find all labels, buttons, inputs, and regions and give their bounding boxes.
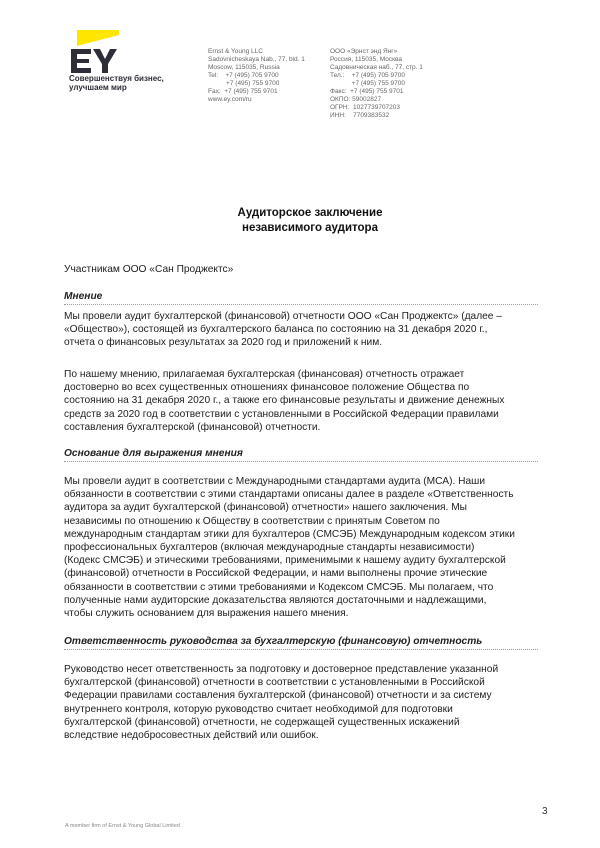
paragraph-opinion: [64, 368, 542, 434]
text-line: внутреннего контроля, которую руководство считает необходимой для подготовки: [64, 703, 453, 715]
text-line: (финансовой) отчетности в Российской Федерации, и нами выполнены прочие этические: [64, 568, 488, 580]
title-line: независимого аудитора: [242, 222, 378, 234]
text-line: достоверно во всех существенных отношениях финансовое положение Общества по: [64, 382, 470, 394]
text-line: Федерации правилами составления бухгалтерской (финансовой) отчетности и за систему: [64, 690, 492, 702]
address-line: +7 (495) 755 9700: [330, 80, 405, 87]
divider: [64, 461, 538, 462]
text-line: средств за 2020 год в соответствии с установленными в Российской Федерации правилами: [64, 408, 499, 420]
text-line: (Кодекс СМСЭБ) и этическими требованиями, применимыми к нашему аудиту бухгалтерской: [64, 555, 506, 567]
address-line: ИНН: 7709383532: [330, 112, 390, 119]
text-line: вследствие недобросовестных действий или ошибок.: [64, 730, 319, 742]
section-heading-opinion: Мнение: [64, 291, 103, 302]
paragraph-responsibility: [64, 663, 542, 742]
text-line: Мы провели аудит в соответствии с Международными стандартами аудита (МСА). Наши: [64, 476, 486, 487]
address-line: ОКПО: 59002827: [330, 96, 382, 103]
text-line: независимы по отношению к Обществу в соответствии с принятым Советом по: [64, 515, 440, 527]
address-line: Moscow, 115035, Russia: [208, 64, 280, 71]
address-line: Ernst & Young LLC: [208, 48, 263, 55]
tagline-line: улучшаем мир: [69, 83, 127, 92]
tagline-line: Совершенствуя бизнес,: [69, 74, 164, 83]
paragraph-basis: [64, 475, 542, 620]
section-heading-basis: Основание для выражения мнения: [64, 448, 243, 459]
address-line: Тел.: +7 (495) 705 9700: [330, 72, 405, 79]
address-line: Tel: +7 (495) 705 9700: [208, 72, 279, 79]
text-line: полученные нами аудиторские доказательства являются достаточными и надлежащими,: [64, 594, 487, 606]
document-title: [150, 206, 470, 236]
address-line: +7 (495) 755 9700: [208, 80, 280, 87]
text-line: обязанности в соответствии с этими требованиями и Кодексом СМСЭБ. Мы полагаем, что: [64, 581, 494, 593]
text-line: По нашему мнению, прилагаемая бухгалтерская (финансовая) отчетность отражает: [64, 369, 465, 380]
text-line: профессиональных бухгалтеров (включая международные стандарты независимости): [64, 542, 475, 554]
logo-beam: [77, 30, 119, 46]
text-line: бухгалтерской (финансовой) отчетности в соответствии с установленными в Российской: [64, 677, 485, 689]
address-line: Факс: +7 (495) 755 9701: [330, 88, 404, 95]
addressee: Участникам ООО «Сан Проджектс»: [64, 264, 234, 275]
address-line: Fax: +7 (495) 755 9701: [208, 88, 278, 95]
text-line: обязанности в соответствии с этими стандартами описаны далее в разделе «Ответственность: [64, 489, 514, 501]
address-block-en: [208, 48, 318, 104]
text-line: состоянию на 31 декабря 2020 г., а также его финансовые результаты и движение денежных: [64, 395, 505, 407]
text-line: аудитора за аудит бухгалтерской (финансовой) отчетности» нашего заключения. Мы: [64, 502, 468, 514]
address-line: Sadovnicheskaya Nab., 77, bld. 1: [208, 56, 305, 63]
logo-letter-y: [93, 49, 117, 73]
text-line: чтобы служить основанием для выражения нашего мнения.: [64, 608, 349, 620]
text-line: составления бухгалтерской (финансовой) отчетности.: [64, 421, 321, 433]
section-heading-responsibility: Ответственность руководства за бухгалтерскую (финансовую) отчетность: [64, 636, 483, 647]
logo-letter-e: [71, 49, 91, 73]
text-line: «Общество»), состоящей из бухгалтерского баланса по состоянию на 31 декабря 2020 г.,: [64, 324, 488, 336]
address-line: ООО «Эрнст энд Янг»: [330, 48, 398, 55]
text-line: международным стандартам этики для бухгалтеров (СМСЭБ) Международным кодексом этики: [64, 528, 515, 540]
address-line: ОГРН: 1027739707203: [330, 104, 401, 111]
text-line: Руководство несет ответственность за подготовку и достоверное представление указанной: [64, 664, 499, 675]
text-line: Мы провели аудит бухгалтерской (финансовой) отчетности ООО «Сан Проджектс» (далее –: [64, 311, 502, 322]
footer-note: A member firm of Ernst & Young Global Limited: [65, 823, 180, 829]
divider: [64, 649, 538, 650]
address-line: Россия, 115035, Москва: [330, 56, 402, 63]
paragraph-opinion-intro: [64, 310, 542, 350]
ey-logo-icon: [67, 30, 187, 74]
logo-tagline: [69, 74, 199, 92]
page-number: 3: [542, 806, 548, 817]
address-line: Садовническая наб., 77, стр. 1: [330, 64, 423, 71]
address-block-ru: [330, 48, 440, 120]
website-link[interactable]: www.ey.com/ru: [208, 96, 252, 103]
text-line: отчета о финансовых результатах за 2020 год и приложений к ним.: [64, 337, 383, 349]
title-line: Аудиторское заключение: [237, 207, 383, 219]
text-line: бухгалтерской (финансовой) отчетности, не содержащей существенных искажений: [64, 716, 460, 728]
divider: [64, 304, 538, 305]
